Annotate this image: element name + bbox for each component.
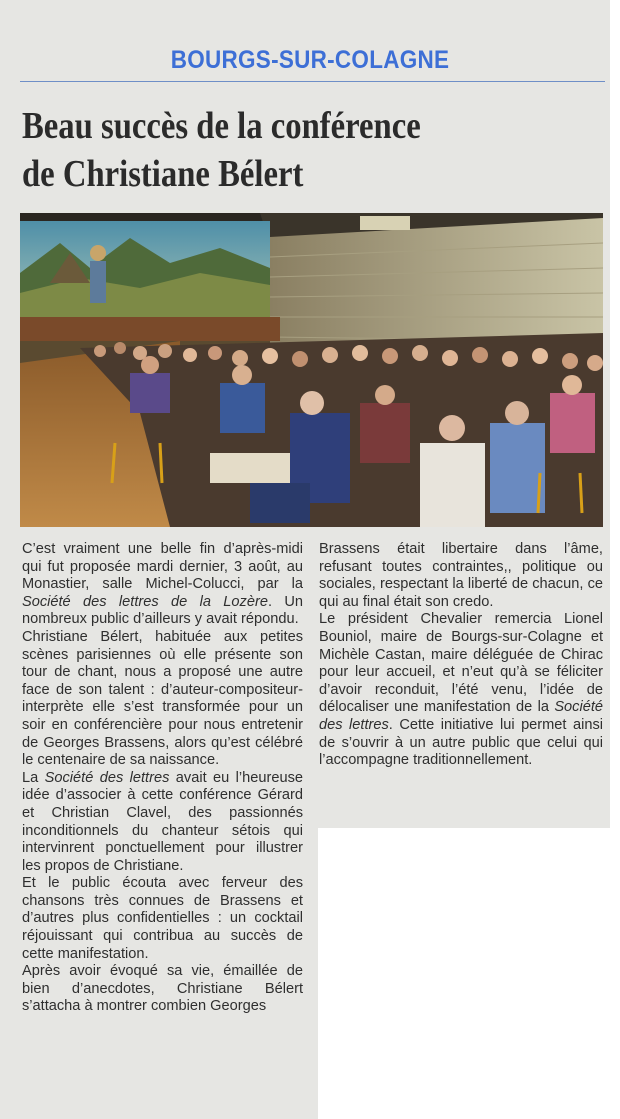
headline-line-2: de Christiane Bélert [22,153,304,195]
section-rule [20,81,605,82]
conference-audience-photo [20,213,603,527]
paragraph-5-continued: Brassens était libertaire dans l’âme, refusant toutes contraintes,, politique ou sociales, respectant la liberté de chacun, ce qui au final était son credo. [319,541,603,610]
paragraph-6: Le président Chevalier remercia Lionel Bouniol, maire de Bourgs-sur-Colagne et Michèle Castan, maire déléguée de Chirac pour leur accueil, et n’eut qu’à se féliciter d’avoir reconduit, l’été venu, l’idée de délocaliser une manifestation de la Société des lettres. Cette initiative lui permet ainsi de s’ouvrir à un autre public que celui qui l’accompagne traditionnellement. [319,611,604,769]
paragraph-4: Et le public écouta avec ferveur des chansons très connues de Brassens et d’autres plus confidentielles : un cocktail réjouissant qui contribua au succès de cette manifestation. [22,875,303,962]
paragraph-5: Après avoir évoqué sa vie, émaillée de bien d’anecdotes, Christiane Bélert s’attacha à montrer combien Georges [22,963,303,1015]
headline-line-1: Beau succès de la conférence [22,105,421,147]
headline [22,102,521,198]
article-column-2 [319,541,603,770]
section-title: BOURGS-SUR-COLAGNE [170,46,450,74]
paragraph-2: Christiane Bélert, habituée aux petites scènes parisiennes où elle présente son tour de chant, nous a proposé une autre face de son talent : d’auteur-compositeur-interprète elle s’est transformée pour un soir en conférencière pour nous entretenir de Georges Brassens, alors qu’est célébré le centenaire de sa naissance. [22,628,303,769]
paragraph-1: C’est vraiment une belle fin d’après-midi qui fut proposée mardi dernier, 3 août, au Monastier, salle Michel-Colucci, par la Société des lettres de la Lozère. Un nombreux public d’ailleurs y avait répondu. [22,541,304,628]
article-photo [20,213,603,527]
article-column-1 [22,541,303,1016]
blank-area [318,828,620,1119]
paragraph-3: La Société des lettres avait eu l’heureuse idée d’associer à cette conférence Gérard et Christian Clavel, des passionnés inconditionnels du chanteur sétois qui intervinrent ponctuellement pour illustrer les propos de Christiane. [22,769,303,874]
